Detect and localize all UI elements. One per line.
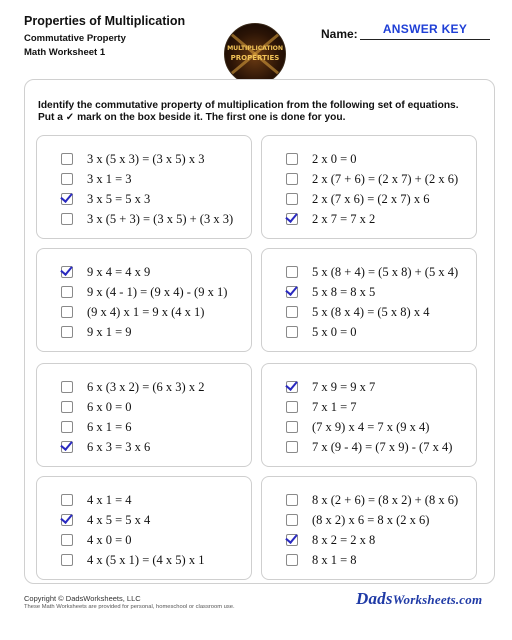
checkbox[interactable]: [286, 193, 298, 205]
answer-option[interactable]: [61, 323, 132, 341]
checked-checkbox[interactable]: [61, 514, 73, 526]
equation-text: 9 x (4 - 1) = (9 x 4) - (9 x 1): [87, 284, 228, 299]
problem-box: [36, 363, 252, 467]
equation-text: 2 x (7 + 6) = (2 x 7) + (2 x 6): [312, 171, 459, 186]
answer-option[interactable]: [286, 263, 458, 281]
equation-text: (9 x 4) x 1 = 9 x (4 x 1): [87, 304, 205, 319]
checkbox[interactable]: [61, 401, 73, 413]
answer-option[interactable]: [286, 170, 458, 188]
checked-checkbox[interactable]: [286, 534, 298, 546]
answer-option[interactable]: [286, 511, 429, 529]
brand-main: Dads: [356, 589, 393, 608]
checkbox[interactable]: [286, 173, 298, 185]
checkbox[interactable]: [286, 494, 298, 506]
equation-text: 3 x (5 x 3) = (3 x 5) x 3: [87, 151, 205, 166]
checkbox[interactable]: [286, 306, 298, 318]
answer-option[interactable]: [286, 323, 357, 341]
checked-checkbox[interactable]: [286, 381, 298, 393]
equation-text: 9 x 4 = 4 x 9: [87, 264, 151, 279]
equation-text: 4 x 0 = 0: [87, 532, 132, 547]
checked-checkbox[interactable]: [286, 286, 298, 298]
equation-text: 6 x (3 x 2) = (6 x 3) x 2: [87, 379, 205, 394]
problem-box: [36, 135, 252, 239]
checked-checkbox[interactable]: [61, 193, 73, 205]
checked-checkbox[interactable]: [61, 266, 73, 278]
answer-option[interactable]: [61, 303, 204, 321]
answer-option[interactable]: [61, 438, 150, 456]
checkbox[interactable]: [61, 213, 73, 225]
problem-box: [261, 248, 477, 352]
answer-option[interactable]: [286, 438, 452, 456]
equation-text: 6 x 1 = 6: [87, 419, 132, 434]
problem-box: [261, 363, 477, 467]
checkbox[interactable]: [286, 401, 298, 413]
answer-option[interactable]: [61, 418, 132, 436]
answer-option[interactable]: [61, 170, 132, 188]
answer-option[interactable]: [61, 551, 204, 569]
multiplication-properties-logo: [224, 23, 286, 85]
equation-text: 7 x 9 = 9 x 7: [312, 379, 376, 394]
checkbox[interactable]: [61, 306, 73, 318]
equation-text: 7 x 1 = 7: [312, 399, 357, 414]
answer-option[interactable]: [61, 398, 132, 416]
equation-text: (7 x 9) x 4 = 7 x (9 x 4): [312, 419, 430, 434]
equation-text: 5 x (8 x 4) = (5 x 8) x 4: [312, 304, 430, 319]
equation-text: 5 x (8 + 4) = (5 x 8) + (5 x 4): [312, 264, 459, 279]
equation-text: 6 x 3 = 3 x 6: [87, 439, 151, 454]
problem-box: [36, 476, 252, 580]
equation-text: 8 x 1 = 8: [312, 552, 357, 567]
checkbox[interactable]: [61, 173, 73, 185]
problem-box: [261, 135, 477, 239]
answer-option[interactable]: [286, 378, 375, 396]
checkbox[interactable]: [61, 494, 73, 506]
answer-option[interactable]: [286, 150, 357, 168]
equation-text: 4 x 5 = 5 x 4: [87, 512, 151, 527]
answer-option[interactable]: [61, 210, 233, 228]
worksheet-number: Math Worksheet 1: [24, 47, 106, 58]
equation-text: 4 x (5 x 1) = (4 x 5) x 1: [87, 552, 205, 567]
checkbox[interactable]: [61, 326, 73, 338]
brand-rest: Worksheets.com: [392, 592, 483, 607]
answer-option[interactable]: [286, 398, 357, 416]
checkbox[interactable]: [61, 153, 73, 165]
answer-option[interactable]: [61, 283, 227, 301]
equation-text: 6 x 0 = 0: [87, 399, 132, 414]
logo-text-line2: PROPERTIES: [230, 54, 280, 62]
equation-text: 3 x 1 = 3: [87, 171, 132, 186]
checkbox[interactable]: [286, 153, 298, 165]
equation-text: (8 x 2) x 6 = 8 x (2 x 6): [312, 512, 430, 527]
answer-option[interactable]: [286, 190, 429, 208]
checked-checkbox[interactable]: [61, 441, 73, 453]
equation-text: 2 x (7 x 6) = (2 x 7) x 6: [312, 191, 430, 206]
checkbox[interactable]: [61, 286, 73, 298]
checkbox[interactable]: [286, 441, 298, 453]
checkbox[interactable]: [286, 326, 298, 338]
checkbox[interactable]: [61, 534, 73, 546]
answer-option[interactable]: [286, 418, 429, 436]
name-label: Name:: [321, 27, 358, 41]
equation-text: 8 x 2 = 2 x 8: [312, 532, 376, 547]
equation-text: 5 x 0 = 0: [312, 324, 357, 339]
checkbox[interactable]: [286, 266, 298, 278]
answer-option[interactable]: [286, 531, 375, 549]
equation-text: 9 x 1 = 9: [87, 324, 132, 339]
instructions-line2: Put a ✓ mark on the box beside it. The first one is done for you.: [38, 112, 346, 123]
checkbox[interactable]: [61, 381, 73, 393]
answer-option[interactable]: [286, 551, 357, 569]
problem-box: [36, 248, 252, 352]
equation-text: 3 x (5 + 3) = (3 x 5) + (3 x 3): [87, 211, 234, 226]
worksheet-subtitle: Commutative Property: [24, 33, 126, 44]
equation-text: 5 x 8 = 8 x 5: [312, 284, 376, 299]
answer-option[interactable]: [286, 210, 375, 228]
checkbox[interactable]: [286, 421, 298, 433]
answer-option[interactable]: [61, 378, 204, 396]
checkbox[interactable]: [61, 554, 73, 566]
answer-option[interactable]: [61, 150, 204, 168]
equation-text: 2 x 7 = 7 x 2: [312, 211, 376, 226]
footer-copyright: Copyright © DadsWorksheets, LLC: [24, 594, 141, 603]
answer-option[interactable]: [61, 531, 132, 549]
logo-text-line1: MULTIPLICATION: [227, 45, 283, 52]
dadsworksheets-logo: [356, 589, 482, 609]
instructions: [38, 100, 488, 124]
equation-text: 3 x 5 = 5 x 3: [87, 191, 151, 206]
answer-option[interactable]: [286, 491, 458, 509]
instructions-line1: Identify the commutative property of multiplication from the following set of equations.: [38, 100, 459, 111]
answer-option[interactable]: [286, 303, 429, 321]
worksheet-title: Properties of Multiplication: [24, 14, 186, 28]
footer-note: These Math Worksheets are provided for personal, homeschool or classroom use.: [24, 604, 235, 610]
checkbox[interactable]: [286, 514, 298, 526]
checked-checkbox[interactable]: [286, 213, 298, 225]
problem-box: [261, 476, 477, 580]
equation-text: 7 x (9 - 4) = (7 x 9) - (7 x 4): [312, 439, 453, 454]
answer-option[interactable]: [61, 491, 132, 509]
checkbox[interactable]: [61, 421, 73, 433]
answer-option[interactable]: [286, 283, 375, 301]
answer-option[interactable]: [61, 511, 150, 529]
equation-text: 2 x 0 = 0: [312, 151, 357, 166]
equation-text: 8 x (2 + 6) = (8 x 2) + (8 x 6): [312, 492, 459, 507]
equation-text: 4 x 1 = 4: [87, 492, 132, 507]
name-field[interactable]: ANSWER KEY: [360, 22, 490, 40]
answer-option[interactable]: [61, 263, 150, 281]
checkbox[interactable]: [286, 554, 298, 566]
answer-option[interactable]: [61, 190, 150, 208]
